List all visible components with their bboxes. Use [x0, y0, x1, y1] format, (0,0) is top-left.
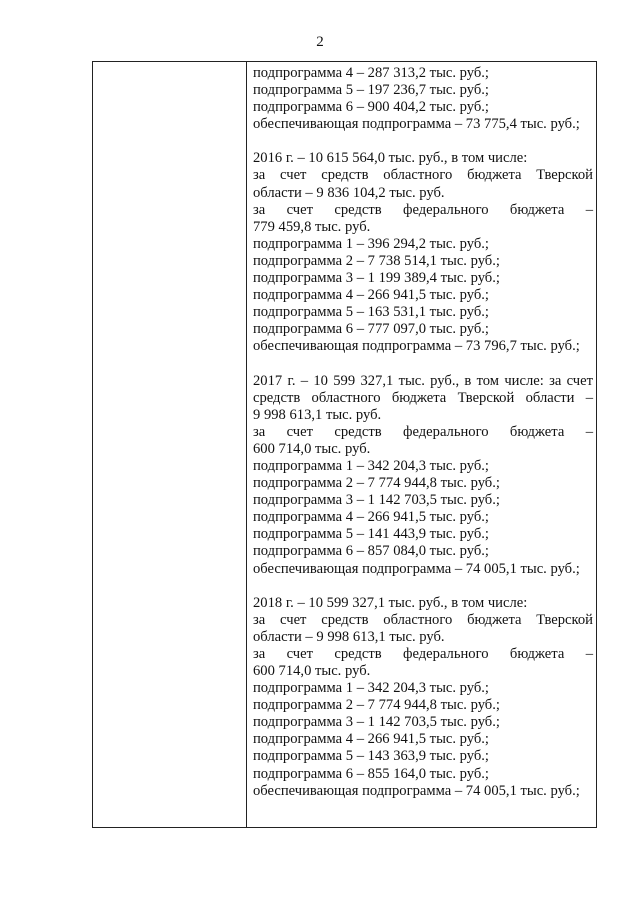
funding-line: подпрограмма 4 – 266 941,5 тыс. руб.;	[253, 509, 489, 526]
funding-block-continued	[253, 65, 593, 133]
funding-line: за счет средств федерального бюджета –	[253, 645, 593, 662]
funding-line: подпрограмма 3 – 1 142 703,5 тыс. руб.;	[253, 492, 500, 509]
funding-table	[92, 61, 597, 828]
funding-line: 2016 г. – 10 615 564,0 тыс. руб., в том числе:	[253, 150, 528, 167]
funding-line: области – 9 998 613,1 тыс. руб.	[253, 628, 445, 645]
funding-year-block	[253, 595, 593, 800]
funding-line: подпрограмма 6 – 900 404,2 тыс. руб.;	[253, 99, 489, 116]
funding-line: подпрограмма 6 – 855 164,0 тыс. руб.;	[253, 765, 489, 782]
funding-line: обеспечивающая подпрограмма – 73 775,4 тыс. руб.;	[253, 116, 580, 133]
funding-line: подпрограмма 5 – 141 443,9 тыс. руб.;	[253, 526, 489, 543]
funding-line: 9 998 613,1 тыс. руб.	[253, 406, 382, 423]
funding-line: подпрограмма 1 – 342 204,3 тыс. руб.;	[253, 680, 489, 697]
funding-line: 2018 г. – 10 599 327,1 тыс. руб., в том числе:	[253, 594, 528, 611]
funding-line: подпрограмма 1 – 342 204,3 тыс. руб.;	[253, 457, 489, 474]
funding-line: подпрограмма 6 – 777 097,0 тыс. руб.;	[253, 321, 489, 338]
funding-line: подпрограмма 4 – 266 941,5 тыс. руб.;	[253, 287, 489, 304]
funding-line: подпрограмма 2 – 7 738 514,1 тыс. руб.;	[253, 252, 500, 269]
funding-line: за счет средств федерального бюджета –	[253, 423, 593, 440]
funding-line: 600 714,0 тыс. руб.	[253, 663, 371, 679]
funding-line: подпрограмма 2 – 7 774 944,8 тыс. руб.;	[253, 475, 500, 492]
funding-line: подпрограмма 5 – 143 363,9 тыс. руб.;	[253, 748, 489, 765]
funding-year-block	[253, 373, 593, 578]
funding-details-cell	[253, 65, 593, 817]
funding-line: подпрограмма 5 – 163 531,1 тыс. руб.;	[253, 304, 489, 321]
funding-line: обеспечивающая подпрограмма – 73 796,7 тыс. руб.;	[253, 338, 580, 355]
funding-line: области – 9 836 104,2 тыс. руб.	[253, 184, 445, 201]
funding-line: подпрограмма 5 – 197 236,7 тыс. руб.;	[253, 82, 489, 99]
funding-line: подпрограмма 2 – 7 774 944,8 тыс. руб.;	[253, 697, 500, 714]
column-divider	[246, 62, 247, 827]
funding-line: 600 714,0 тыс. руб.	[253, 440, 371, 457]
funding-line: подпрограмма 6 – 857 084,0 тыс. руб.;	[253, 543, 489, 560]
funding-line: за счет средств областного бюджета Тверской	[253, 611, 593, 628]
funding-year-block	[253, 150, 593, 355]
funding-line: подпрограмма 3 – 1 142 703,5 тыс. руб.;	[253, 714, 500, 731]
funding-line: за счет средств областного бюджета Тверской	[253, 167, 593, 184]
funding-line: 2017 г. – 10 599 327,1 тыс. руб., в том числе: за счет	[253, 372, 593, 389]
funding-line: подпрограмма 4 – 266 941,5 тыс. руб.;	[253, 731, 489, 748]
funding-line: подпрограмма 3 – 1 199 389,4 тыс. руб.;	[253, 270, 500, 287]
funding-line: за счет средств федерального бюджета –	[253, 201, 593, 218]
funding-line: подпрограмма 4 – 287 313,2 тыс. руб.;	[253, 65, 489, 81]
funding-line: средств областного бюджета Тверской области –	[253, 389, 593, 406]
funding-line: обеспечивающая подпрограмма – 74 005,1 тыс. руб.;	[253, 782, 580, 799]
funding-line: 779 459,8 тыс. руб.	[253, 218, 371, 235]
funding-line: подпрограмма 1 – 396 294,2 тыс. руб.;	[253, 235, 489, 252]
funding-line: обеспечивающая подпрограмма – 74 005,1 тыс. руб.;	[253, 560, 580, 577]
page-number: 2	[316, 34, 324, 50]
